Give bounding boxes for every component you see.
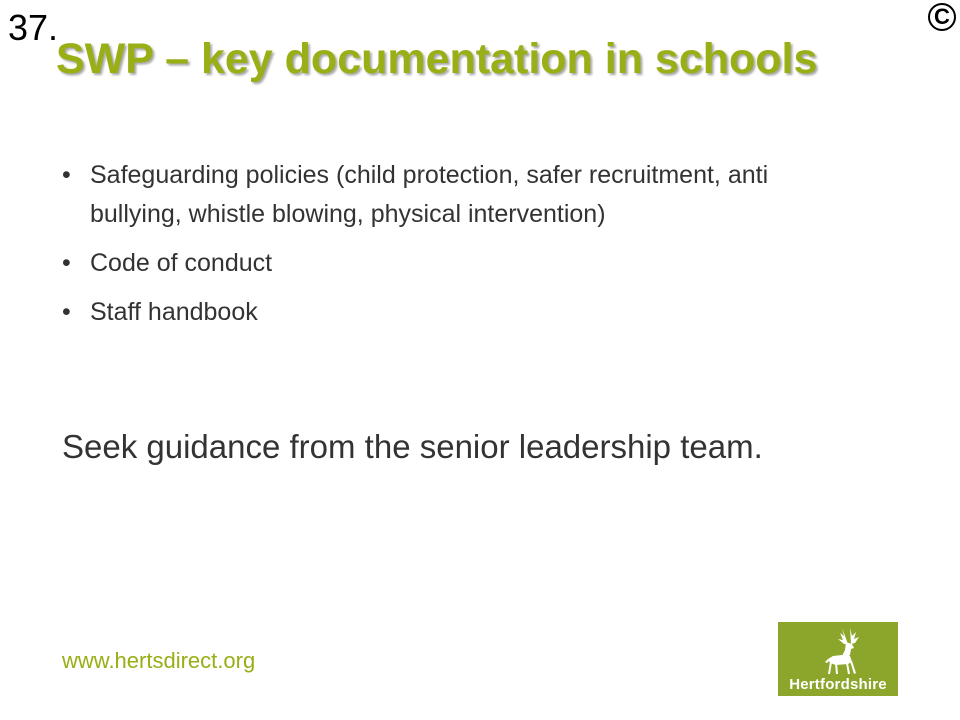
slide-number: 37. — [8, 7, 59, 48]
bullet-marker: • — [62, 249, 71, 277]
bullet-list — [62, 156, 822, 342]
slide-title: SWP – key documentation in schools — [56, 35, 818, 83]
list-item-text: Staff handbook — [90, 298, 258, 326]
guidance-text: Seek guidance from the senior leadership team. — [62, 428, 763, 465]
logo-text: Hertfordshire — [789, 676, 887, 693]
circle-c-badge: C — [928, 3, 956, 31]
bullet-marker: • — [62, 161, 71, 189]
bullet-marker: • — [62, 298, 71, 326]
list-item — [62, 244, 822, 283]
stag-icon — [778, 622, 898, 678]
list-item — [62, 156, 822, 234]
list-item — [62, 293, 822, 332]
list-item-text: Safeguarding policies (child protection, safer recruitment, anti bullying, whistle blowing, physical intervention) — [90, 161, 769, 228]
footer-url-link[interactable]: www.hertsdirect.org — [62, 648, 256, 673]
list-item-text: Code of conduct — [90, 249, 273, 277]
hertfordshire-logo — [778, 622, 898, 696]
